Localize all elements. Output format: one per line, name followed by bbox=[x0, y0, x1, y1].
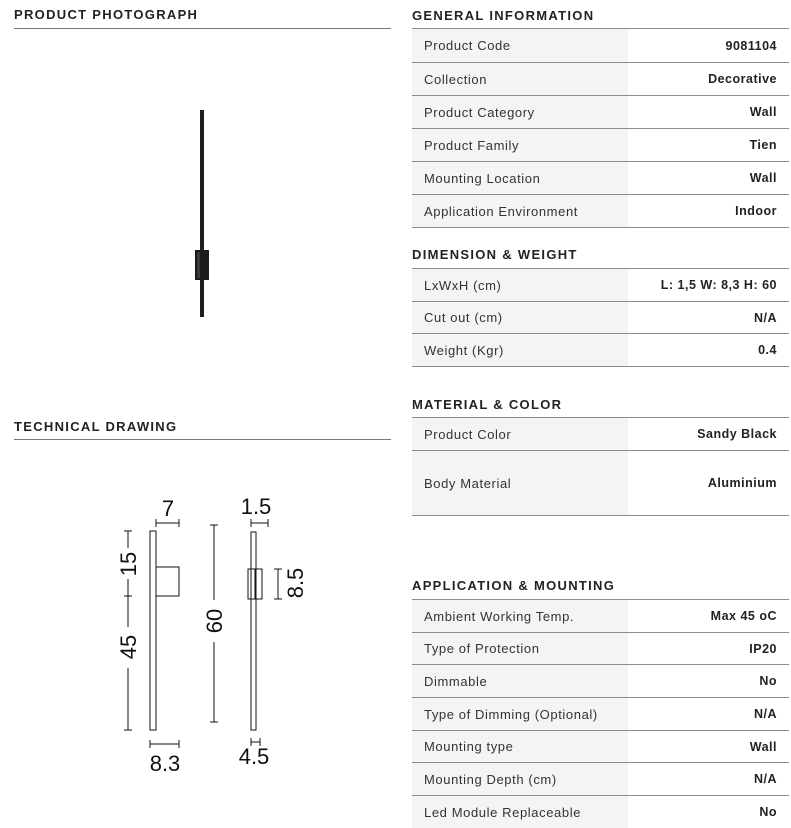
row-label: Collection bbox=[412, 63, 628, 95]
row-label: Mounting Location bbox=[412, 162, 628, 194]
material-color-heading: MATERIAL & COLOR bbox=[412, 397, 563, 412]
product-rod bbox=[200, 110, 204, 317]
general-information-table bbox=[412, 28, 789, 228]
dim-side-base: 4.5 bbox=[238, 744, 270, 769]
row-value: 9081104 bbox=[628, 29, 789, 62]
dim-box-height: 8.5 bbox=[283, 567, 308, 599]
table-row bbox=[412, 763, 789, 796]
row-label: Body Material bbox=[412, 451, 628, 515]
photo-heading-rule bbox=[14, 28, 391, 29]
row-label: Type of Dimming (Optional) bbox=[412, 698, 628, 730]
row-value: No bbox=[628, 796, 789, 828]
row-value: IP20 bbox=[628, 633, 789, 664]
product-photograph-heading: PRODUCT PHOTOGRAPH bbox=[14, 7, 199, 22]
dim-upper-height: 15 bbox=[116, 551, 141, 577]
table-row bbox=[412, 698, 789, 731]
front-view-box bbox=[156, 567, 179, 596]
row-value: Decorative bbox=[628, 63, 789, 95]
row-label: Ambient Working Temp. bbox=[412, 600, 628, 632]
table-row bbox=[412, 195, 789, 228]
row-value: Max 45 oC bbox=[628, 600, 789, 632]
table-row bbox=[412, 418, 789, 451]
drawing-heading-rule bbox=[14, 439, 391, 440]
table-row bbox=[412, 129, 789, 162]
row-label: Cut out (cm) bbox=[412, 302, 628, 333]
row-label: Product Category bbox=[412, 96, 628, 128]
table-row bbox=[412, 731, 789, 763]
material-color-table bbox=[412, 417, 789, 516]
row-label: Weight (Kgr) bbox=[412, 334, 628, 366]
technical-drawing bbox=[100, 490, 330, 790]
dim-side-depth: 1.5 bbox=[240, 494, 272, 519]
product-photo bbox=[188, 104, 218, 324]
application-mounting-heading: APPLICATION & MOUNTING bbox=[412, 578, 616, 593]
row-value: Sandy Black bbox=[628, 418, 789, 450]
row-label: Mounting Depth (cm) bbox=[412, 763, 628, 795]
dim-total-height: 60 bbox=[202, 608, 227, 634]
table-row bbox=[412, 29, 789, 63]
row-label: Product Code bbox=[412, 29, 628, 62]
technical-drawing-heading: TECHNICAL DRAWING bbox=[14, 419, 178, 434]
dimension-weight-heading: DIMENSION & WEIGHT bbox=[412, 247, 578, 262]
dimension-weight-table bbox=[412, 268, 789, 367]
table-row bbox=[412, 302, 789, 334]
row-label: Product Family bbox=[412, 129, 628, 161]
dim-lower-height: 45 bbox=[116, 634, 141, 660]
row-value: N/A bbox=[628, 302, 789, 333]
application-mounting-table bbox=[412, 599, 789, 828]
table-row bbox=[412, 600, 789, 633]
row-label: Mounting type bbox=[412, 731, 628, 762]
row-label: Application Environment bbox=[412, 195, 628, 227]
row-value: Tien bbox=[628, 129, 789, 161]
table-row bbox=[412, 269, 789, 302]
table-row bbox=[412, 796, 789, 828]
table-row bbox=[412, 334, 789, 367]
row-label: Led Module Replaceable bbox=[412, 796, 628, 828]
row-value: N/A bbox=[628, 698, 789, 730]
table-row bbox=[412, 451, 789, 516]
row-value: Aluminium bbox=[628, 451, 789, 515]
table-row bbox=[412, 162, 789, 195]
dim-base-width: 8.3 bbox=[149, 751, 181, 776]
table-row bbox=[412, 633, 789, 665]
row-value: Wall bbox=[628, 731, 789, 762]
row-value: L: 1,5 W: 8,3 H: 60 bbox=[628, 269, 789, 301]
row-value: Wall bbox=[628, 96, 789, 128]
row-label: LxWxH (cm) bbox=[412, 269, 628, 301]
front-view-rod bbox=[150, 531, 156, 730]
side-view-rod bbox=[251, 532, 256, 730]
row-value: 0.4 bbox=[628, 334, 789, 366]
row-value: Wall bbox=[628, 162, 789, 194]
table-row bbox=[412, 665, 789, 698]
row-value: No bbox=[628, 665, 789, 697]
dim-front-width: 7 bbox=[161, 496, 175, 521]
table-row bbox=[412, 96, 789, 129]
general-information-heading: GENERAL INFORMATION bbox=[412, 8, 595, 23]
row-value: N/A bbox=[628, 763, 789, 795]
row-value: Indoor bbox=[628, 195, 789, 227]
row-label: Dimmable bbox=[412, 665, 628, 697]
row-label: Type of Protection bbox=[412, 633, 628, 664]
row-label: Product Color bbox=[412, 418, 628, 450]
table-row bbox=[412, 63, 789, 96]
